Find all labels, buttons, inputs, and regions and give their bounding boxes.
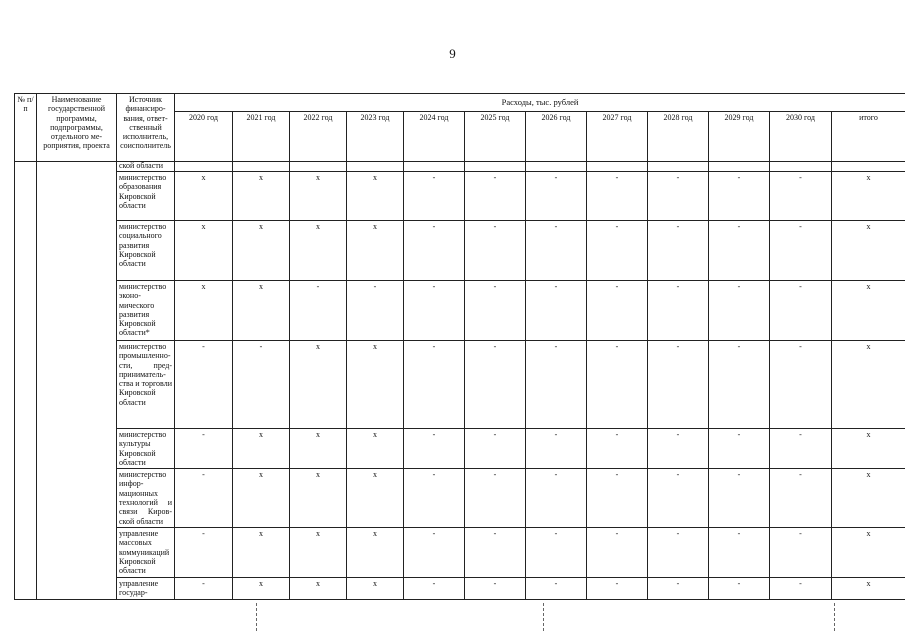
cell-year-value: - xyxy=(175,577,233,599)
header-year: 2020 год xyxy=(175,112,233,162)
continuation-row xyxy=(15,162,905,172)
cell-year-value: - xyxy=(648,281,709,341)
cell-year-value: - xyxy=(770,469,832,528)
header-total: итого xyxy=(832,112,905,162)
cell-year-value: - xyxy=(404,469,465,528)
cell-year-value: - xyxy=(465,469,526,528)
cell-year-value: - xyxy=(465,577,526,599)
cell-year-value: - xyxy=(347,281,404,341)
cell-year-value: x xyxy=(175,281,233,341)
cell-year-value: x xyxy=(290,429,347,469)
cell-year-value: x xyxy=(290,341,347,429)
cell-year-value: - xyxy=(770,429,832,469)
table-row xyxy=(15,527,905,577)
table-row xyxy=(15,341,905,429)
cell-year-value: - xyxy=(770,172,832,221)
cell-responsible-executor: управление государ- xyxy=(117,577,175,599)
cell-year-value: - xyxy=(648,221,709,281)
cell-year-value: x xyxy=(347,527,404,577)
cell-year-value: - xyxy=(404,281,465,341)
header-program-name: Наименование государственной программы, подпрограммы, отдельного мероприятия, проекта xyxy=(37,94,117,162)
cell-year-value: - xyxy=(709,429,770,469)
header-expenses: Расходы, тыс. рублей xyxy=(175,94,905,112)
page-number: 9 xyxy=(449,46,456,61)
cell-year-value: x xyxy=(347,172,404,221)
table-row xyxy=(15,577,905,599)
cell-year-value: - xyxy=(404,172,465,221)
cell-num xyxy=(15,162,37,600)
cell-year-value: - xyxy=(404,221,465,281)
cell-year-value: - xyxy=(709,527,770,577)
cell-year-value: - xyxy=(709,577,770,599)
header-year: 2029 год xyxy=(709,112,770,162)
cell-year-value: - xyxy=(587,429,648,469)
header-year: 2028 год xyxy=(648,112,709,162)
cell-year-value: - xyxy=(770,527,832,577)
table-row xyxy=(15,172,905,221)
cell-year-value: - xyxy=(465,172,526,221)
header-year: 2022 год xyxy=(290,112,347,162)
cell-year-value: - xyxy=(175,341,233,429)
scan-mark xyxy=(256,603,258,631)
cell-year-value: x xyxy=(347,577,404,599)
cell-year-value: - xyxy=(648,577,709,599)
cell-year-value: x xyxy=(233,281,290,341)
cell-year-value: x xyxy=(233,577,290,599)
cell-year-value: x xyxy=(233,172,290,221)
cell-year-value: - xyxy=(526,341,587,429)
scan-margin-marks xyxy=(0,603,905,633)
header-year: 2026 год xyxy=(526,112,587,162)
cell-year-value: - xyxy=(587,527,648,577)
cell-total: x xyxy=(832,281,905,341)
cell-year-value: - xyxy=(587,577,648,599)
cell-year-value: x xyxy=(175,172,233,221)
expenses-table xyxy=(14,93,905,600)
cell-responsible-executor: управление массовых коммуникаций Кировской области xyxy=(117,527,175,577)
cell-year-value: - xyxy=(770,221,832,281)
header-year: 2024 год xyxy=(404,112,465,162)
table-row xyxy=(15,281,905,341)
cell-responsible-executor: министерство образования Кировской области xyxy=(117,172,175,221)
cell-year-value: - xyxy=(648,469,709,528)
cell-year-value: - xyxy=(465,527,526,577)
cell-total: x xyxy=(832,341,905,429)
cell-year-value: x xyxy=(233,527,290,577)
cell-year-value: - xyxy=(709,221,770,281)
cell-year-value: - xyxy=(709,341,770,429)
cell-year-value: - xyxy=(648,172,709,221)
cell-year-value: - xyxy=(233,341,290,429)
cell-responsible-executor: министерство информационных технологий и связи Кировской области xyxy=(117,469,175,528)
cell-responsible-executor: министерство промышленности, предпринимательства и торговли Кировской области xyxy=(117,341,175,429)
cell-program-name xyxy=(37,162,117,600)
table-row xyxy=(15,469,905,528)
cell-year-value: x xyxy=(290,527,347,577)
cell-year-value: - xyxy=(648,341,709,429)
cell-total: x xyxy=(832,429,905,469)
cell-year-value: x xyxy=(290,172,347,221)
cell-year-value: - xyxy=(404,577,465,599)
cell-year-value: - xyxy=(526,469,587,528)
cell-year-value: - xyxy=(465,429,526,469)
header-funding-source: Источник финансирования, ответственный исполнитель, соисполнитель xyxy=(117,94,175,162)
cell-year-value: x xyxy=(290,221,347,281)
cell-year-value: - xyxy=(526,221,587,281)
cell-year-value: - xyxy=(770,341,832,429)
scan-mark xyxy=(834,603,836,631)
cell-year-value: - xyxy=(465,221,526,281)
cell-responsible-executor: министерство культуры Кировской области xyxy=(117,429,175,469)
cell-total: x xyxy=(832,577,905,599)
cell-year-value: x xyxy=(347,221,404,281)
cell-year-value: - xyxy=(709,281,770,341)
cell-year-value: - xyxy=(175,527,233,577)
header-year: 2025 год xyxy=(465,112,526,162)
cell-total: x xyxy=(832,172,905,221)
cell-year-value: x xyxy=(290,577,347,599)
cell-year-value: - xyxy=(587,341,648,429)
cell-responsible-executor: министерство экономического развития Кировской области* xyxy=(117,281,175,341)
scan-mark xyxy=(543,603,545,631)
cell-year-value: - xyxy=(526,429,587,469)
cell-year-value: - xyxy=(404,429,465,469)
cell-year-value: x xyxy=(233,429,290,469)
cell-year-value: - xyxy=(587,172,648,221)
cell-year-value: - xyxy=(770,577,832,599)
cell-year-value: - xyxy=(709,172,770,221)
cell-year-value: - xyxy=(290,281,347,341)
cell-total: x xyxy=(832,469,905,528)
cell-year-value: - xyxy=(404,341,465,429)
cell-year-value: - xyxy=(526,172,587,221)
header-year: 2021 год xyxy=(233,112,290,162)
header-year: 2027 год xyxy=(587,112,648,162)
cell-year-value: - xyxy=(587,221,648,281)
header-num: № п/п xyxy=(15,94,37,162)
cell-year-value: x xyxy=(347,341,404,429)
continuation-text: ской области xyxy=(117,162,175,172)
cell-year-value: x xyxy=(233,221,290,281)
cell-total: x xyxy=(832,221,905,281)
cell-year-value: x xyxy=(290,469,347,528)
cell-year-value: - xyxy=(465,341,526,429)
cell-responsible-executor: министерство социального развития Кировской области xyxy=(117,221,175,281)
cell-year-value: - xyxy=(587,469,648,528)
cell-year-value: - xyxy=(175,429,233,469)
table-row xyxy=(15,221,905,281)
table-row xyxy=(15,429,905,469)
cell-year-value: - xyxy=(648,429,709,469)
cell-year-value: - xyxy=(526,577,587,599)
cell-year-value: - xyxy=(175,469,233,528)
header-year: 2023 год xyxy=(347,112,404,162)
cell-year-value: x xyxy=(347,469,404,528)
cell-year-value: - xyxy=(404,527,465,577)
cell-year-value: - xyxy=(770,281,832,341)
cell-year-value: x xyxy=(347,429,404,469)
cell-total: x xyxy=(832,527,905,577)
cell-year-value: - xyxy=(587,281,648,341)
cell-year-value: - xyxy=(526,281,587,341)
header-year: 2030 год xyxy=(770,112,832,162)
cell-year-value: - xyxy=(709,469,770,528)
cell-year-value: x xyxy=(233,469,290,528)
cell-year-value: - xyxy=(526,527,587,577)
cell-year-value: - xyxy=(648,527,709,577)
cell-year-value: - xyxy=(465,281,526,341)
cell-year-value: x xyxy=(175,221,233,281)
